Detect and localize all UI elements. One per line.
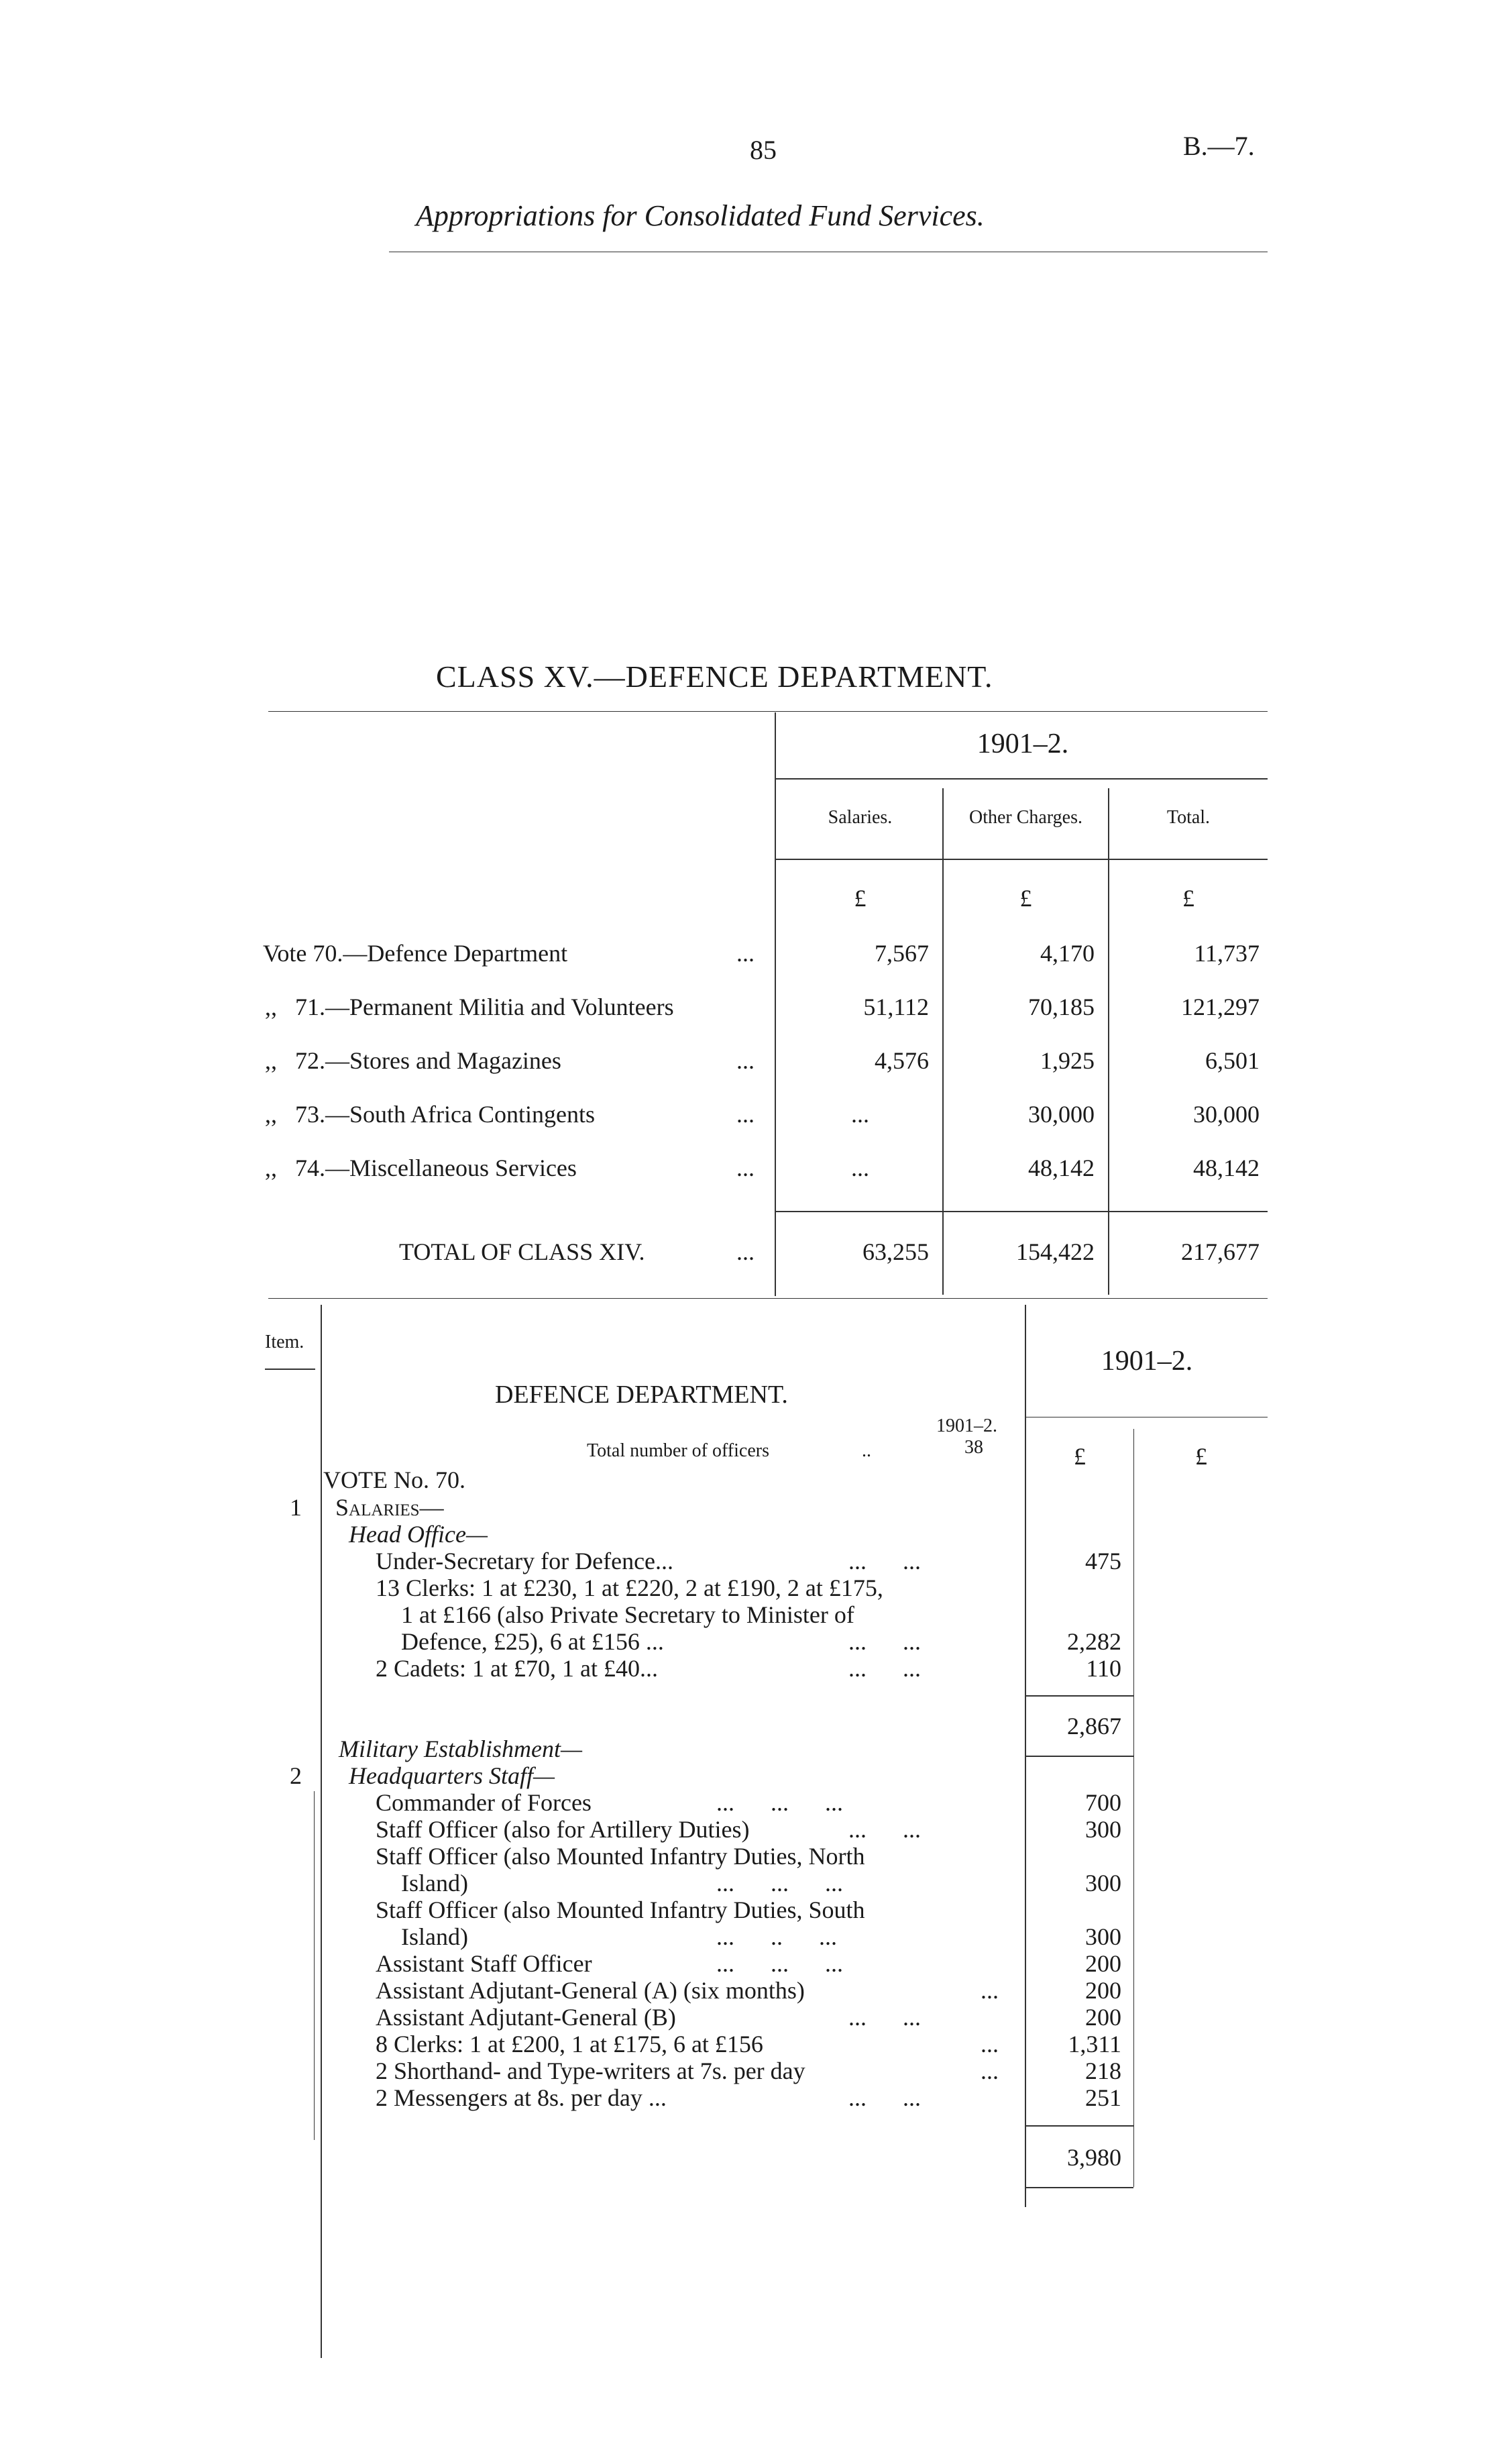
officers-count: 38 (964, 1437, 983, 1458)
line-dots: ... ... (848, 1628, 921, 1655)
subtotal-rule (1026, 1756, 1133, 1757)
item-col-divider (321, 1305, 322, 2358)
row-total: 30,000 (1193, 1101, 1260, 1128)
line-text: 1 at £166 (also Private Secretary to Minister of (401, 1601, 854, 1628)
line-text: Island) (401, 1870, 468, 1896)
subtotal-amount: 2,867 (1067, 1713, 1121, 1739)
line-dots: ... ... (848, 2084, 921, 2111)
detail-currency: £ (1195, 1443, 1207, 1470)
row-dots: ... (736, 1101, 755, 1128)
total-dots: ... (736, 1238, 755, 1265)
page-number: 85 (750, 135, 777, 165)
total-other: 154,422 (1016, 1238, 1095, 1265)
row-salaries: 7,567 (875, 940, 929, 967)
row-other: 30,000 (1028, 1101, 1095, 1128)
line-text: Assistant Adjutant-General (B) (376, 2004, 676, 2031)
running-title: Appropriations for Consolidated Fund Services. (416, 199, 985, 232)
subtotal-amount: 3,980 (1067, 2144, 1121, 2171)
row-dots: ... (736, 1155, 755, 1181)
document-reference: B.—7. (1183, 131, 1255, 161)
row-total: 11,737 (1194, 940, 1260, 967)
line-dots: ... ... (848, 1816, 921, 1843)
line-dots: ... ... ... (716, 1789, 843, 1816)
row-other: 1,925 (1040, 1047, 1095, 1074)
summary-col-divider (942, 788, 944, 1295)
item-header-rule (265, 1369, 315, 1370)
row-label: ,, 73.—South Africa Contingents (265, 1101, 595, 1128)
item-number: 2 (290, 1762, 302, 1789)
line-amount: 300 (1085, 1923, 1121, 1950)
row-label: ,, 74.—Miscellaneous Services (265, 1155, 577, 1181)
line-text: Assistant Adjutant-General (A) (six months) (376, 1977, 805, 2004)
row-dots: ... (736, 940, 755, 967)
line-dots: ... ... ... (716, 1870, 843, 1896)
detail-year: 1901–2. (1101, 1346, 1193, 1377)
line-amount: 218 (1085, 2057, 1121, 2084)
col-header-salaries: Salaries. (828, 807, 893, 828)
line-text: Under-Secretary for Defence... (376, 1548, 674, 1574)
line-dots: ... (981, 1977, 999, 2004)
line-text: 2 Shorthand- and Type-writers at 7s. per day (376, 2057, 805, 2084)
row-total: 48,142 (1193, 1155, 1260, 1181)
currency-total: £ (1182, 885, 1194, 912)
officers-dots: .. (862, 1440, 871, 1461)
summary-year-rule (776, 778, 1268, 780)
summary-heading: CLASS XV.—DEFENCE DEPARTMENT. (436, 659, 993, 694)
line-amount: 300 (1085, 1870, 1121, 1896)
line-dots: ... (981, 2031, 999, 2057)
summary-year: 1901–2. (977, 729, 1069, 759)
summary-col-divider (1108, 788, 1109, 1295)
line-amount: 700 (1085, 1789, 1121, 1816)
subtotal-rule (1026, 2125, 1133, 2127)
line-amount: 475 (1085, 1548, 1121, 1574)
line-amount: 2,282 (1067, 1628, 1121, 1655)
amount-col-divider (1133, 1429, 1134, 2187)
line-text: 8 Clerks: 1 at £200, 1 at £175, 6 at £156 (376, 2031, 763, 2057)
subtotal-rule (1026, 1695, 1133, 1697)
item-number: 1 (290, 1494, 302, 1521)
row-total: 6,501 (1205, 1047, 1260, 1074)
summary-total-rule (776, 1211, 1268, 1212)
military-heading: Military Establishment— (339, 1735, 582, 1762)
officers-label: Total number of officers (587, 1440, 769, 1461)
bracket-rule (314, 1791, 315, 2140)
currency-other: £ (1019, 885, 1032, 912)
row-other: 48,142 (1028, 1155, 1095, 1181)
summary-top-rule (268, 711, 1268, 712)
total-total: 217,677 (1181, 1238, 1260, 1265)
detail-currency: £ (1074, 1443, 1086, 1470)
row-other: 70,185 (1028, 994, 1095, 1020)
line-text: Commander of Forces (376, 1789, 592, 1816)
row-salaries: ... (851, 1155, 869, 1181)
item-header: Item. (265, 1332, 304, 1352)
row-label: ,, 72.—Stores and Magazines (265, 1047, 561, 1074)
salaries-heading: Salaries— (335, 1494, 444, 1521)
line-text: Staff Officer (also for Artillery Duties) (376, 1816, 750, 1843)
line-text: 13 Clerks: 1 at £230, 1 at £220, 2 at £190, 2 at £175, (376, 1574, 883, 1601)
line-dots: ... ... (848, 2004, 921, 2031)
line-dots: ... .. ... (716, 1923, 837, 1950)
row-label: Vote 70.—Defence Department (263, 940, 568, 967)
detail-title: DEFENCE DEPARTMENT. (495, 1381, 788, 1409)
total-salaries: 63,255 (862, 1238, 929, 1265)
line-text: Defence, £25), 6 at £156 ... (401, 1628, 664, 1655)
summary-col-divider (775, 712, 776, 1296)
line-text: Assistant Staff Officer (376, 1950, 592, 1977)
hq-staff-heading: Headquarters Staff— (349, 1762, 555, 1789)
line-amount: 200 (1085, 1950, 1121, 1977)
row-salaries: ... (851, 1101, 869, 1128)
line-dots: ... ... ... (716, 1950, 843, 1977)
line-amount: 300 (1085, 1816, 1121, 1843)
currency-salaries: £ (854, 885, 867, 912)
col-header-total: Total. (1166, 807, 1211, 828)
line-amount: 200 (1085, 1977, 1121, 2004)
line-dots: ... (981, 2057, 999, 2084)
row-other: 4,170 (1040, 940, 1095, 967)
line-amount: 1,311 (1068, 2031, 1121, 2057)
row-dots: ... (736, 1047, 755, 1074)
head-office-heading: Head Office— (349, 1521, 488, 1548)
col-header-other-charges: Other Charges. (969, 807, 1082, 828)
line-text: 2 Messengers at 8s. per day ... (376, 2084, 667, 2111)
vote-number: VOTE No. 70. (323, 1466, 465, 1493)
row-salaries: 4,576 (875, 1047, 929, 1074)
line-dots: ... ... (848, 1548, 921, 1574)
line-amount: 200 (1085, 2004, 1121, 2031)
line-amount: 110 (1086, 1655, 1121, 1682)
line-text: 2 Cadets: 1 at £70, 1 at £40... (376, 1655, 658, 1682)
row-label: ,, 71.—Permanent Militia and Volunteers (265, 994, 674, 1020)
line-dots: ... ... (848, 1655, 921, 1682)
row-salaries: 51,112 (863, 994, 929, 1020)
line-text: Island) (401, 1923, 468, 1950)
line-amount: 251 (1085, 2084, 1121, 2111)
officers-year: 1901–2. (936, 1415, 997, 1436)
subtotal-rule (1026, 2187, 1133, 2188)
line-text: Staff Officer (also Mounted Infantry Duties, South (376, 1896, 865, 1923)
summary-colhead-rule (776, 859, 1268, 860)
line-text: Staff Officer (also Mounted Infantry Duties, North (376, 1843, 865, 1870)
total-label: TOTAL OF CLASS XIV. (399, 1238, 645, 1265)
summary-bottom-rule (268, 1298, 1268, 1299)
row-total: 121,297 (1181, 994, 1260, 1020)
